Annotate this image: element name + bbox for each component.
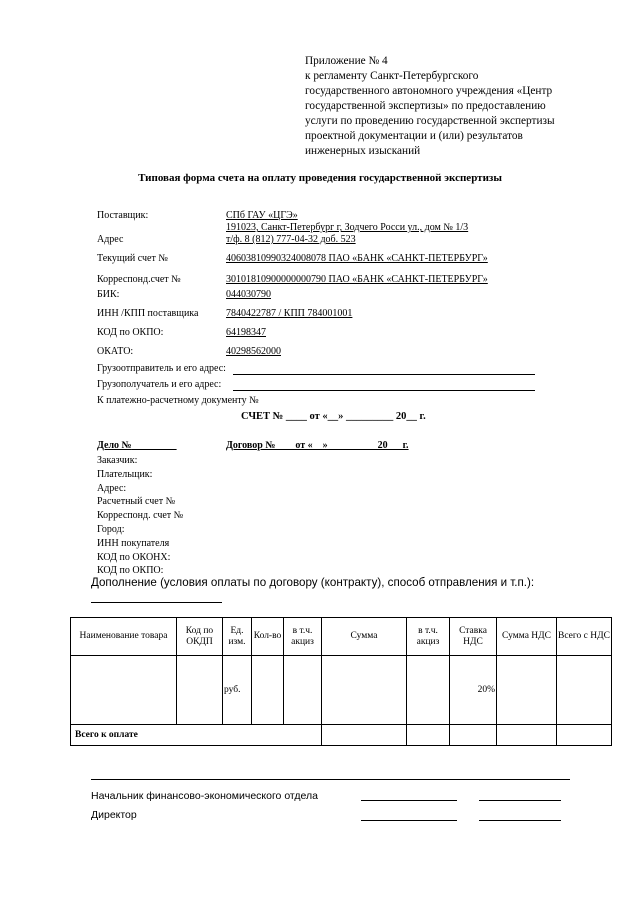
header-cell-text: Код по ОКДП [185, 625, 214, 647]
total-cell [497, 725, 557, 746]
supplier-address: 191023, Санкт-Петербург г, Зодчего Росси ул., дом № 1/3 [226, 222, 469, 233]
total-cell [450, 725, 497, 746]
shipper-line [233, 374, 535, 375]
account-value: 40603810990324008078 ПАО «БАНК «САНКТ-ПЕТЕРБУРГ» [226, 253, 488, 264]
total-label-text: Всего к оплате [75, 729, 138, 740]
header-cell-text: Всего с НДС [558, 631, 610, 641]
header-cell-text: Наименование товара [79, 631, 168, 641]
header-cell [322, 618, 407, 656]
table-cell [497, 656, 557, 725]
supplier-label: Поставщик: [97, 210, 149, 221]
header-line: Приложение № 4 [305, 55, 388, 67]
header-block [305, 54, 555, 159]
header-line: услуги по проведению государственной экспертизы [305, 115, 555, 127]
corr-value: 30101810900000000790 ПАО «БАНК «САНКТ-ПЕТЕРБУРГ» [226, 274, 488, 285]
header-cell-text: Кол-во [253, 631, 282, 641]
bik-value: 044030790 [226, 289, 271, 300]
table-cell [322, 656, 407, 725]
customer-field: Плательщик: [97, 468, 153, 480]
bik-label: БИК: [97, 289, 120, 300]
case-label [97, 440, 177, 451]
director-label: Директор [91, 809, 137, 821]
table-row [71, 656, 612, 725]
header-cell-text: в т.ч. акциз [291, 625, 314, 647]
header-cell [557, 618, 612, 656]
customer-field: Город: [97, 523, 125, 535]
address-label: Адрес [97, 234, 124, 245]
header-cell [223, 618, 252, 656]
total-cell [557, 725, 612, 746]
header-cell [252, 618, 284, 656]
director-sign-line [361, 820, 457, 821]
header-line: государственного автономного учреждения «Центр [305, 85, 553, 97]
header-cell [407, 618, 450, 656]
table-total-row [71, 725, 612, 746]
total-label [71, 725, 322, 746]
customer-field: Расчетный счет № [97, 496, 176, 508]
case-label-text: Дело № [97, 440, 132, 451]
supplier-name: СПб ГАУ «ЦГЭ» [226, 210, 298, 221]
header-cell [177, 618, 223, 656]
addition-line [91, 602, 222, 603]
head-label: Начальник финансово-экономического отдела [91, 790, 318, 802]
okato-value: 40298562000 [226, 346, 281, 357]
contract-label: Договор № от « » 20 г. [226, 440, 409, 451]
customer-field: Адрес: [97, 482, 127, 494]
okpo-label: КОД по ОКПО: [97, 327, 164, 338]
header-cell-text: Ед. изм. [228, 625, 246, 647]
header-cell [497, 618, 557, 656]
corr-label: Корреспонд.счет № [97, 274, 181, 285]
customer-field: Корреспонд. счет № [97, 510, 184, 522]
total-cell [322, 725, 407, 746]
header-line: проектной документации и (или) результатов [305, 130, 523, 142]
invoice-title: СЧЕТ № ____ от «__» _________ 20__ г. [241, 411, 426, 422]
consignee-line [233, 390, 535, 391]
header-line: инженерных изысканий [305, 145, 421, 157]
customer-field: КОД по ОКПО: [97, 565, 164, 577]
table-cell [177, 656, 223, 725]
header-line: государственной экспертизы» по предоставлению [305, 100, 546, 112]
consignee-label: Грузополучатель и его адрес: [97, 379, 222, 390]
signature-divider [91, 779, 570, 780]
shipper-label: Грузоотправитель и его адрес: [97, 363, 226, 374]
header-cell [450, 618, 497, 656]
header-cell-text: Сумма НДС [502, 631, 551, 641]
customer-field: ИНН покупателя [97, 537, 170, 549]
header-cell-text: Сумма [350, 631, 378, 641]
total-cell [407, 725, 450, 746]
payment-doc-label: К платежно-расчетному документу № [97, 395, 259, 406]
customer-field: Заказчик: [97, 455, 138, 466]
customer-block [97, 454, 183, 578]
supplier-phone: т/ф. 8 (812) 777-04-32 доб. 523 [226, 234, 356, 245]
table-header-row [71, 618, 612, 656]
table-cell [71, 656, 177, 725]
table-cell [252, 656, 284, 725]
director-name-line [479, 820, 561, 821]
header-line: к регламенту Санкт-Петербургского [305, 70, 479, 82]
header-cell-text: в т.ч. акциз [416, 625, 440, 647]
addition-text: Дополнение (условия оплаты по договору (контракту), способ отправления и т.п.): [91, 576, 535, 589]
form-title: Типовая форма счета на оплату проведения государственной экспертизы [138, 172, 502, 184]
inn-label: ИНН /КПП поставщика [97, 308, 199, 319]
customer-field: КОД по ОКОНХ: [97, 551, 171, 563]
head-name-line [479, 800, 561, 801]
table-cell: 20% [450, 656, 497, 725]
header-cell [284, 618, 322, 656]
head-sign-line [361, 800, 457, 801]
inn-value: 7840422787 / КПП 784001001 [226, 308, 353, 319]
table-cell [284, 656, 322, 725]
table-cell [557, 656, 612, 725]
items-table [70, 617, 612, 746]
okato-label: ОКАТО: [97, 346, 134, 357]
account-label: Текущий счет № [97, 253, 168, 264]
header-cell-text: Ставка НДС [459, 625, 487, 647]
table-cell: руб. [223, 656, 252, 725]
header-cell [71, 618, 177, 656]
table-cell [407, 656, 450, 725]
okpo-value: 64198347 [226, 327, 266, 338]
